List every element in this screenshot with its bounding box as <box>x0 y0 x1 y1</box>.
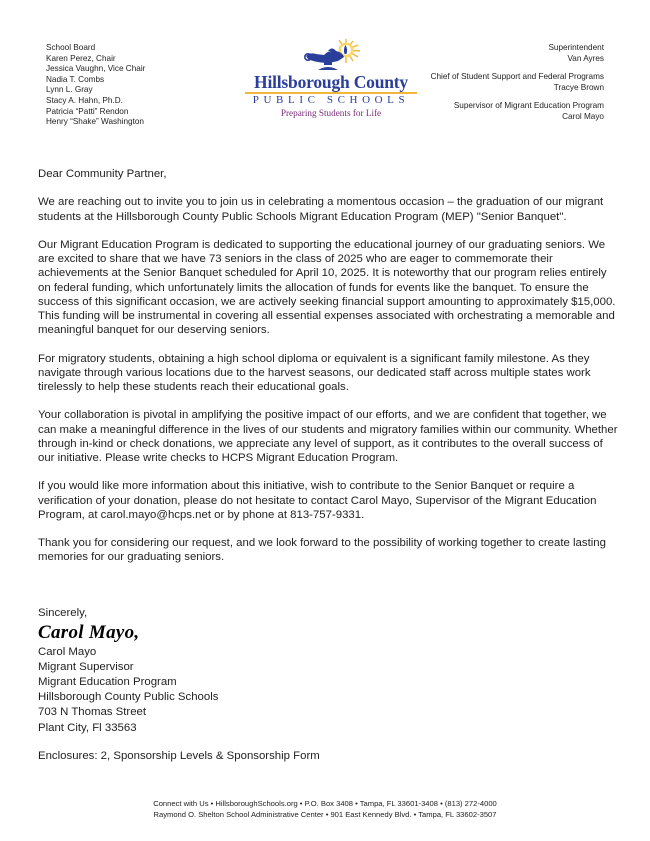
enclosures-note: Enclosures: 2, Sponsorship Levels & Sponsorship Form <box>38 750 320 762</box>
paragraph-thanks: Thank you for considering our request, and we look forward to the possibility of working together to create lasting memories for our graduating seniors. <box>38 537 606 564</box>
paragraph-migratory-students: For migratory students, obtaining a high school diploma or equivalent is a significant family milestone. As they navigate through various locations due to the harvest seasons, our dedicated staff across multiple states work tirelessly to help these students reach their educational goals. <box>38 352 591 393</box>
closing: Sincerely, <box>38 607 88 619</box>
lamp-of-learning-icon <box>298 38 368 72</box>
board-member: Jessica Vaughn, Vice Chair <box>46 64 146 74</box>
officer-chief <box>431 72 604 93</box>
salutation: Dear Community Partner, <box>38 168 167 180</box>
school-board-list <box>46 43 145 128</box>
officer-title: Superintendent <box>548 43 604 52</box>
officer-superintendent <box>431 43 604 64</box>
sender-line: Plant City, Fl 33563 <box>38 721 137 734</box>
officer-title: Supervisor of Migrant Education Program <box>453 101 604 111</box>
board-member: Nadia T. Combs <box>46 74 105 84</box>
logo-district-name: Hillsborough County <box>254 72 408 92</box>
handwritten-signature: Carol Mayo, <box>38 622 140 644</box>
officer-name: Carol Mayo <box>562 111 604 121</box>
page-footer <box>0 799 650 820</box>
paragraph-invitation: We are reaching out to invite you to join us in celebrating a momentous occasion – the graduation of our migrant students at the Hillsborough County Public Schools Migrant Education Program (MEP) "Senior Banquet". <box>38 196 604 223</box>
district-logo <box>240 38 420 122</box>
board-member: Karen Perez, Chair <box>46 53 116 63</box>
sender-line: Migrant Supervisor <box>38 661 134 674</box>
sender-line: Carol Mayo <box>38 646 97 659</box>
paragraph-contact: If you would like more information about this initiative, wish to contribute to the Senior Banquet or require a verification of your donation, please do not hesitate to contact Carol Mayo, Supervisor of the Migrant Education Program, at carol.mayo@hcps.net or by phone at 813-757-9331. <box>38 480 597 521</box>
board-member: Lynn L. Gray <box>46 85 93 95</box>
logo-subtitle: PUBLIC SCHOOLS <box>252 94 410 106</box>
district-officers <box>431 43 604 131</box>
officer-name: Tracye Brown <box>553 82 604 92</box>
board-member: Patricia “Patti” Rendon <box>46 106 129 116</box>
footer-address-line: Raymond O. Shelton School Administrative Center • 901 East Kennedy Blvd. • Tampa, FL 33602-3507 <box>153 809 497 819</box>
officer-name: Van Ayres <box>567 53 604 63</box>
sender-line: 703 N Thomas Street <box>38 706 147 719</box>
officer-supervisor <box>431 101 604 122</box>
officer-title: Chief of Student Support and Federal Programs <box>430 72 604 82</box>
logo-tagline: Preparing Students for Life <box>280 108 382 118</box>
paragraph-collaboration: Your collaboration is pivotal in amplifying the positive impact of our efforts, and we are confident that together, we can make a meaningful difference in the lives of our students and migratory families within our community. Whether through in-kind or check donations, we appreciate any level of support, as it contributes to the overall success of our initiative. Please write checks to HCPS Migrant Education Program. <box>38 409 618 464</box>
signature-block <box>38 606 218 736</box>
sender-line: Migrant Education Program <box>38 676 177 689</box>
school-board-title: School Board <box>46 43 96 52</box>
sender-line: Hillsborough County Public Schools <box>38 691 219 704</box>
paragraph-program: Our Migrant Education Program is dedicated to supporting the educational journey of our graduating seniors. We are excited to share that we have 73 seniors in the class of 2025 who are eager to commemorate their achievements at the Senior Banquet scheduled for April 10, 2025. It is noteworthy that our program relies entirely on federal funding, which unfortunately limits the allocation of funds for events like the banquet. To ensure the success of this significant occasion, we are actively seeking financial support amounting to approximately $15,000. This funding will be instrumental in covering all essential expenses associated with orchestrating a memorable and meaningful banquet for our deserving seniors. <box>38 238 616 337</box>
footer-contact-line: Connect with Us • HillsboroughSchools.org • P.O. Box 3408 • Tampa, FL 33601-3408 • (813) 272-4000 <box>153 799 497 808</box>
board-member: Henry “Shake” Washington <box>46 117 144 127</box>
board-member: Stacy A. Hahn, Ph.D. <box>46 95 123 105</box>
letter-body <box>38 167 618 579</box>
